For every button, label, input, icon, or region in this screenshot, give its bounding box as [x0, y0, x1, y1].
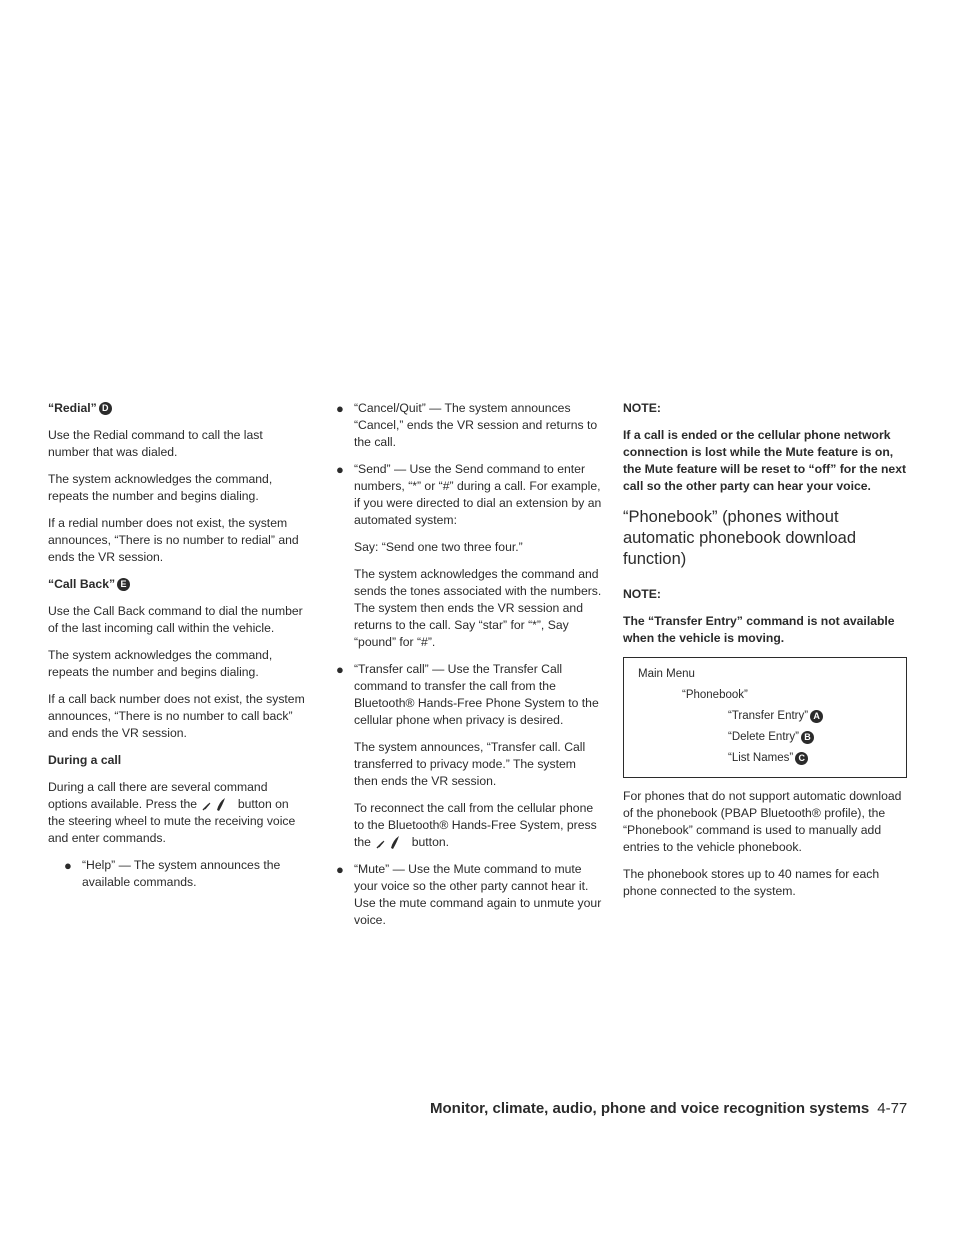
sub-paragraph-reconnect — [354, 800, 602, 851]
column-middle — [336, 400, 602, 939]
paragraph-text: During a call there are several command options available. Press the — [48, 780, 268, 811]
paragraph: Use the Redial command to call the last number that was dialed. — [48, 428, 263, 459]
list-item — [336, 661, 602, 729]
section-title: “Phonebook” (phones without automatic phonebook download function) — [623, 508, 857, 568]
sub-paragraph: The system acknowledges the command and sends the tones associated with the numbers. The system then ends the VR session and returns to the call. Say “star” for “*”, Say “pound” for “#”. — [354, 567, 602, 649]
menu-item-label: “Transfer Entry” — [728, 710, 809, 722]
talk-button-icon — [374, 834, 402, 850]
menu-transfer-entry — [638, 706, 896, 727]
bullet-icon: ● — [64, 858, 72, 873]
callout-d-marker: D — [99, 402, 112, 415]
bullet-icon: ● — [336, 462, 344, 477]
paragraph: The phonebook stores up to 40 names for each phone connected to the system. — [623, 867, 880, 898]
paragraph-press-talk — [48, 779, 306, 847]
bullet-icon: ● — [336, 862, 344, 877]
talk-button-icon — [200, 796, 228, 812]
redial-heading — [48, 400, 306, 417]
list-item — [336, 861, 602, 929]
footer-section-title: Monitor, climate, audio, phone and voice recognition systems — [430, 1100, 870, 1117]
bullet-text: “Mute” — Use the Mute command to mute your voice so the other party cannot hear it. Use the mute command again to unmute your voice. — [354, 862, 602, 927]
menu-item-label: “Delete Entry” — [728, 731, 799, 743]
menu-list-names — [638, 748, 896, 769]
callout-b-marker: B — [801, 731, 814, 744]
paragraph: The system acknowledges the command, repeats the number and begins dialing. — [48, 472, 273, 503]
list-item — [64, 857, 306, 891]
bullet-text: “Transfer call” — Use the Transfer Call command to transfer the call from the Bluetooth® Hands-Free Phone System to the cellular phone when privacy is desired. — [354, 662, 599, 727]
page-number: 4-77 — [877, 1100, 908, 1117]
paragraph-text: button on the steering wheel to mute the receiving voice and enter commands. — [48, 797, 296, 845]
column-right — [623, 400, 907, 910]
callout-a-marker: A — [810, 710, 823, 723]
callout-c-marker: C — [795, 752, 808, 765]
menu-phonebook: “Phonebook” — [682, 689, 748, 701]
paragraph: Use the Call Back command to dial the number of the last incoming call within the vehicle. — [48, 604, 303, 635]
call-back-heading-text: “Call Back” — [48, 577, 116, 591]
sub-paragraph: Say: “Send one two three four.” — [354, 540, 523, 554]
during-a-call-heading: During a call — [48, 753, 122, 767]
menu-tree-box — [623, 657, 907, 778]
bullet-text: “Send” — Use the Send command to enter numbers, “*” or “#” during a call. For example, if you were directed to dial an extension by an automated system: — [354, 462, 602, 527]
list-item — [336, 461, 602, 529]
paragraph: The system acknowledges the command, repeats the number and begins dialing. — [48, 648, 273, 679]
bullet-icon: ● — [336, 662, 344, 677]
note-label: NOTE: — [623, 587, 661, 601]
page-footer — [430, 1100, 908, 1117]
call-back-heading — [48, 576, 306, 593]
bullet-text: “Cancel/Quit” — The system announces “Cancel,” ends the VR session and returns to the call. — [354, 401, 598, 449]
redial-heading-text: “Redial” — [48, 401, 97, 415]
paragraph: If a redial number does not exist, the system announces, “There is no number to redial” and ends the VR session. — [48, 516, 299, 564]
note-label: NOTE: — [623, 401, 661, 415]
paragraph: For phones that do not support automatic download of the phonebook (PBAP Bluetooth® profile), the “Phonebook” command is used to manually add entries to the vehicle phonebook. — [623, 789, 902, 854]
menu-item-label: “List Names” — [728, 752, 794, 764]
paragraph: If a call back number does not exist, the system announces, “There is no number to call back” and ends the VR session. — [48, 692, 305, 740]
sub-paragraph-text: button. — [411, 835, 450, 849]
list-item — [336, 400, 602, 451]
column-left — [48, 400, 306, 901]
note-text: If a call is ended or the cellular phone network connection is lost while the Mute feature is on, the Mute feature will be reset to “off” for the next call so the other party can hear your voice. — [623, 428, 907, 493]
menu-delete-entry — [638, 727, 896, 748]
sub-paragraph-text: To reconnect the call from the cellular phone to the Bluetooth® Hands-Free System, press the — [354, 801, 597, 849]
sub-paragraph: The system announces, “Transfer call. Call transferred to privacy mode.” The system then ends the VR session. — [354, 740, 586, 788]
bullet-icon: ● — [336, 401, 344, 416]
note-text: The “Transfer Entry” command is not available when the vehicle is moving. — [623, 614, 895, 645]
bullet-text: “Help” — The system announces the available commands. — [82, 858, 281, 889]
menu-root: Main Menu — [638, 668, 695, 680]
callout-e-marker: E — [117, 578, 130, 591]
